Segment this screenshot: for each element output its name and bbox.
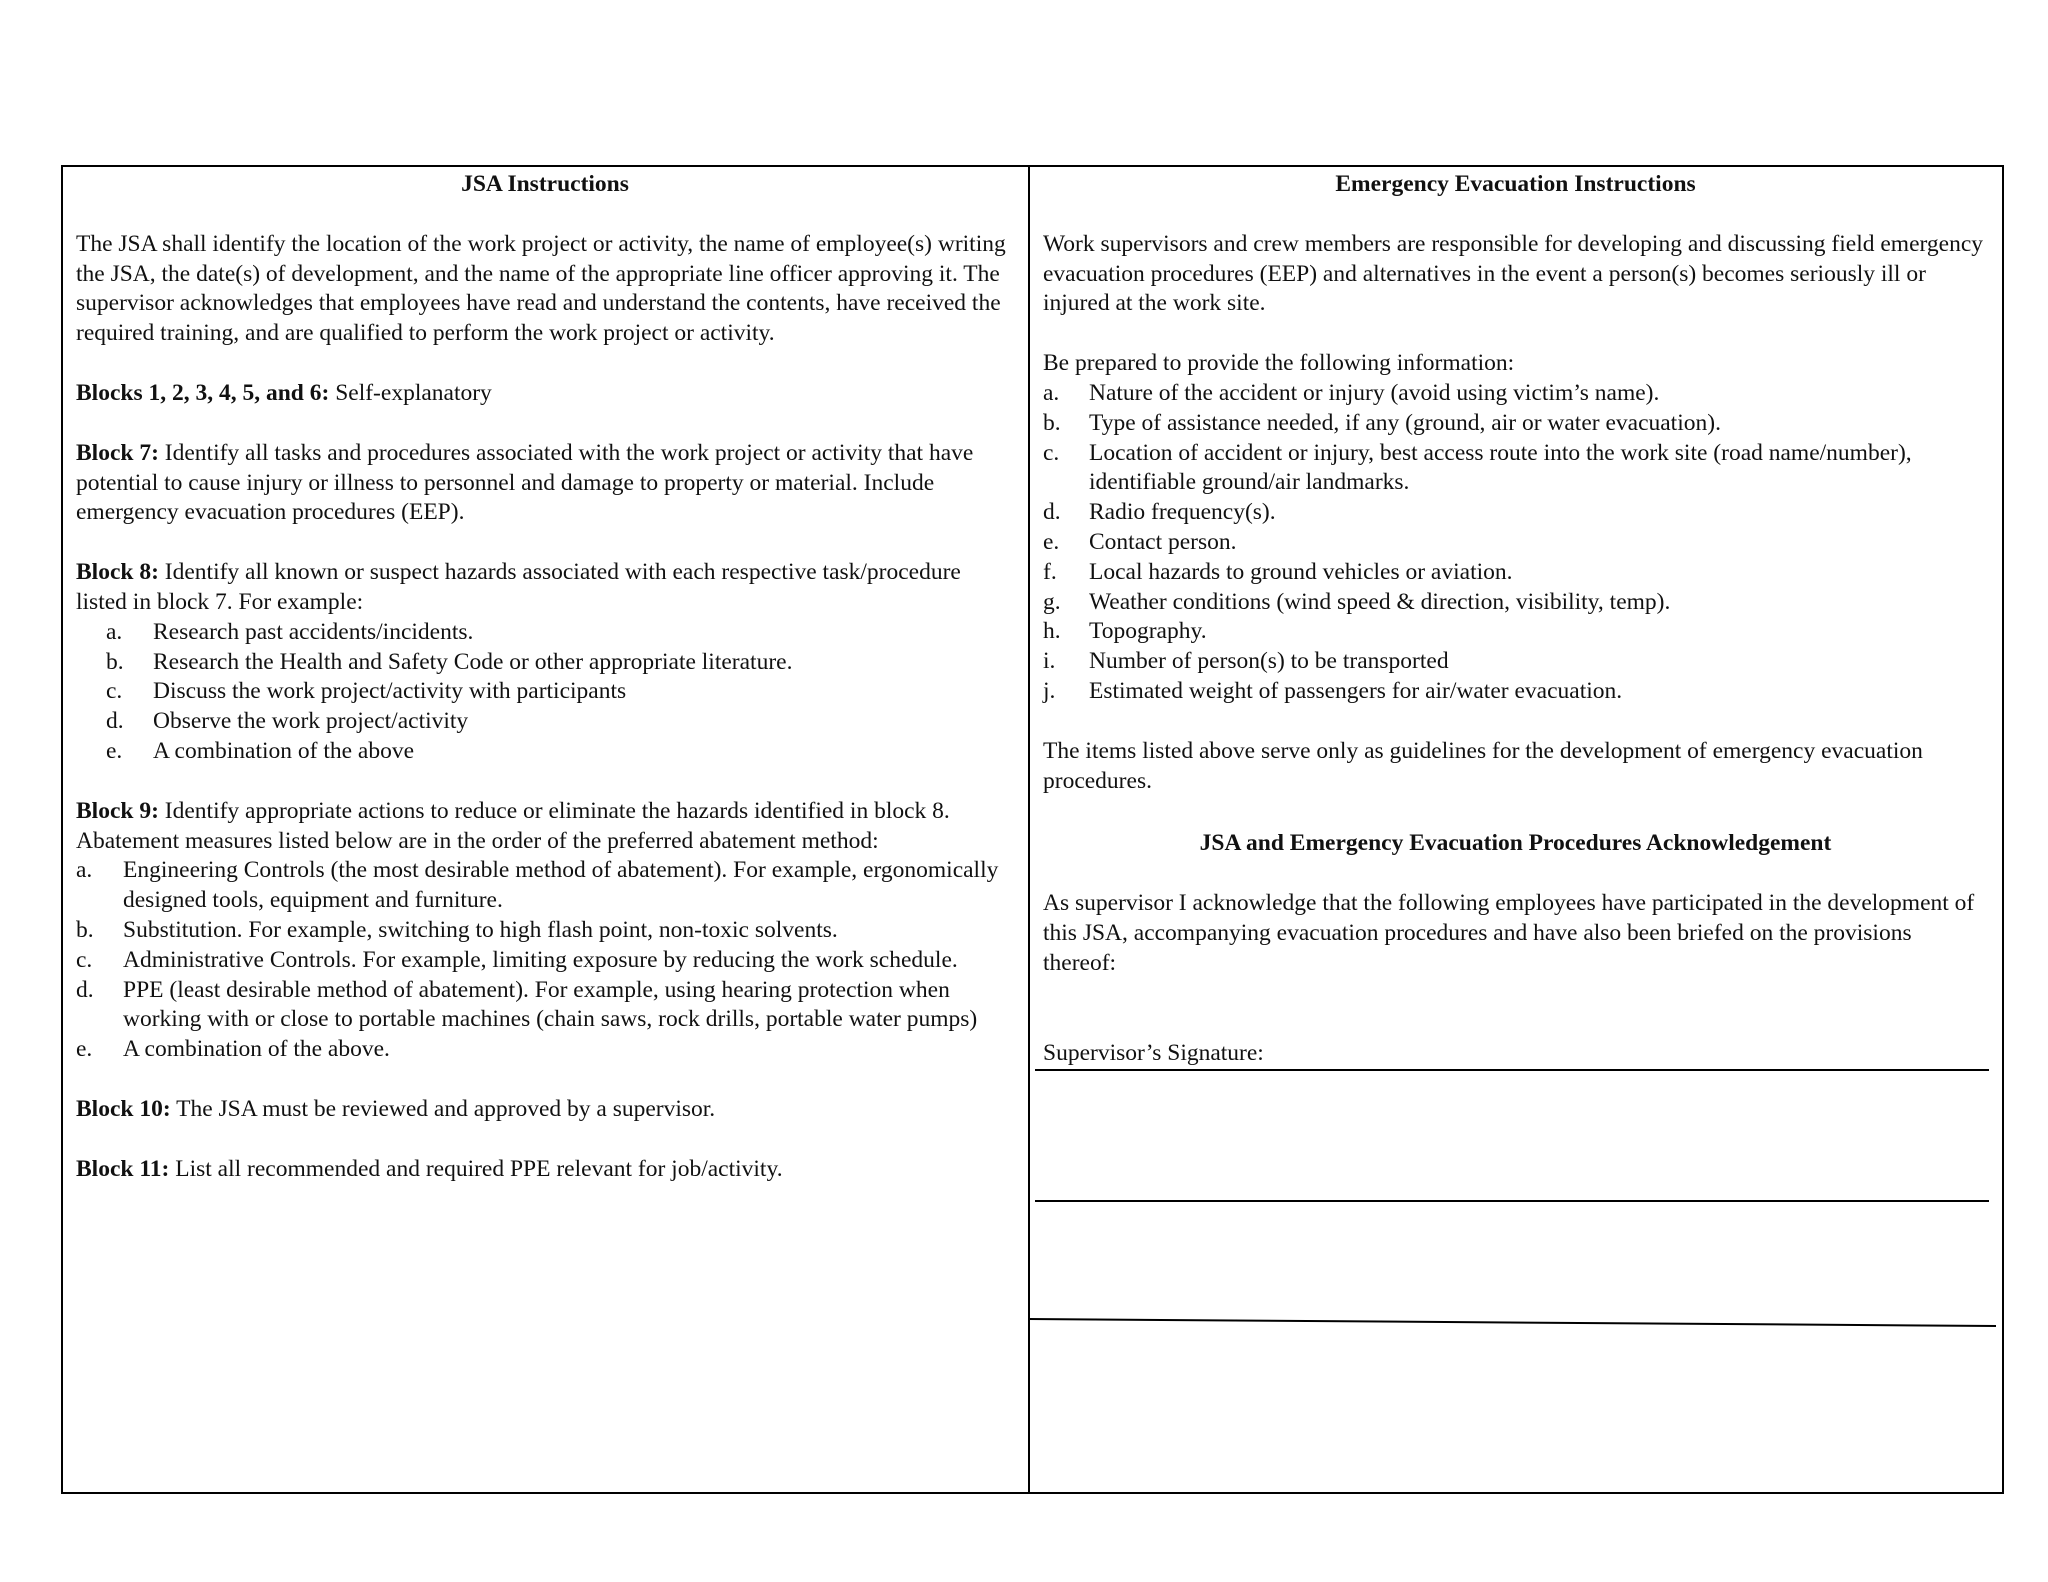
list-item <box>76 1035 1014 1065</box>
list-item-text: Topography. <box>1089 618 1207 645</box>
list-item-text: Weather conditions (wind speed & direction, visibility, temp). <box>1089 588 1671 615</box>
list-item <box>76 677 1014 707</box>
list-item <box>1043 617 1988 647</box>
jsa-intro-paragraph: The JSA shall identify the location of the work project or activity, the name of employee(s) writing the JSA, the date(s) of development, and the name of the appropriate line officer approving it. The supervisor acknowledges that employees have read and understand the contents, have received the required training, and are qualified to perform the work project or activity. <box>76 230 1006 347</box>
block-9-text: Identify appropriate actions to reduce or eliminate the hazards identified in block 8. Abatement measures listed below are in the order of the preferred abatement method: <box>76 797 950 854</box>
list-marker: a. <box>106 618 123 645</box>
supervisor-signature-label: Supervisor’s Signature: <box>1043 1039 1264 1066</box>
list-item-text: Radio frequency(s). <box>1089 499 1276 526</box>
list-item <box>76 856 1014 916</box>
list-item <box>76 618 1014 648</box>
list-item <box>76 707 1014 737</box>
list-item <box>1043 528 1988 558</box>
list-item <box>1043 498 1988 528</box>
block-9-list <box>76 856 1014 1065</box>
list-item-text: Substitution. For example, switching to high flash point, non-toxic solvents. <box>123 916 838 943</box>
list-marker: c. <box>76 946 93 973</box>
list-item-text: Nature of the accident or injury (avoid using victim’s name). <box>1089 379 1660 406</box>
list-item-text: A combination of the above <box>153 737 415 764</box>
blocks-1-6-label: Blocks 1, 2, 3, 4, 5, and 6: <box>76 379 330 406</box>
list-item <box>1043 558 1988 588</box>
list-marker: a. <box>1043 379 1060 406</box>
block-11-paragraph <box>76 1155 1014 1185</box>
list-marker: d. <box>1043 499 1061 526</box>
block-11-text: List all recommended and required PPE relevant for job/activity. <box>169 1155 783 1182</box>
list-marker: e. <box>1043 528 1060 555</box>
blocks-1-6-text: Self-explanatory <box>329 379 492 406</box>
list-item-text: Research the Health and Safety Code or other appropriate literature. <box>153 648 793 675</box>
evacuation-intro-paragraph: Work supervisors and crew members are responsible for developing and discussing field emergency evacuation procedures (EEP) and alternatives in the event a person(s) becomes seriously ill or injured at the work site. <box>1043 230 1984 317</box>
list-marker: h. <box>1043 618 1061 645</box>
list-marker: b. <box>106 648 124 675</box>
evacuation-info-list <box>1043 379 1988 707</box>
list-item-text: Contact person. <box>1089 528 1237 555</box>
employee-line[interactable] <box>1035 1200 1989 1202</box>
list-marker: c. <box>106 678 123 705</box>
block-7-paragraph <box>76 439 1014 528</box>
list-item-text: PPE (least desirable method of abatement). For example, using hearing protection when working with or close to portable machines (chain saws, rock drills, portable water pumps) <box>123 976 978 1033</box>
block-8-paragraph <box>76 558 1014 618</box>
list-item <box>1043 379 1988 409</box>
list-marker: j. <box>1043 677 1056 704</box>
list-item-text: Local hazards to ground vehicles or aviation. <box>1089 558 1513 585</box>
block-10-paragraph <box>76 1095 1014 1125</box>
list-marker: b. <box>76 916 94 943</box>
list-item-text: Discuss the work project/activity with participants <box>153 678 627 705</box>
list-item-text: Research past accidents/incidents. <box>153 618 474 645</box>
list-item <box>1043 409 1988 439</box>
block-8-label: Block 8: <box>76 559 159 586</box>
list-item-text: Number of person(s) to be transported <box>1089 648 1449 675</box>
list-item <box>76 976 1014 1036</box>
evacuation-instructions-column <box>1043 167 1988 1068</box>
block-10-label: Block 10: <box>76 1095 171 1122</box>
list-item-text: A combination of the above. <box>123 1036 390 1063</box>
block-7-label: Block 7: <box>76 439 159 466</box>
evacuation-instructions-heading: Emergency Evacuation Instructions <box>1335 171 1696 197</box>
list-item <box>76 916 1014 946</box>
list-item-text: Administrative Controls. For example, limiting exposure by reducing the work schedule. <box>123 946 958 973</box>
list-marker: d. <box>106 708 124 735</box>
list-item-text: Type of assistance needed, if any (ground, air or water evacuation). <box>1089 409 1721 436</box>
list-item <box>1043 439 1988 499</box>
list-item <box>1043 588 1988 618</box>
list-marker: a. <box>76 857 93 884</box>
signature-line[interactable] <box>1035 1069 1989 1071</box>
block-7-text: Identify all tasks and procedures associated with the work project or activity that have potential to cause injury or illness to personnel and damage to property or material. Include emergency evacuation procedures (EEP). <box>76 439 974 526</box>
list-marker: g. <box>1043 588 1061 615</box>
list-item <box>1043 677 1988 707</box>
list-marker: e. <box>106 737 123 764</box>
list-item <box>1043 647 1988 677</box>
column-divider <box>1028 167 1030 1492</box>
list-item <box>76 946 1014 976</box>
list-marker: e. <box>76 1036 93 1063</box>
list-item <box>76 737 1014 767</box>
list-marker: i. <box>1043 648 1056 675</box>
list-item-text: Estimated weight of passengers for air/water evacuation. <box>1089 677 1623 704</box>
acknowledgement-heading: JSA and Emergency Evacuation Procedures Acknowledgement <box>1199 830 1832 857</box>
guidelines-paragraph: The items listed above serve only as guidelines for the development of emergency evacuation procedures. <box>1043 737 1923 794</box>
list-marker: b. <box>1043 409 1061 436</box>
block-10-text: The JSA must be reviewed and approved by a supervisor. <box>170 1095 716 1122</box>
prepare-info-text: Be prepared to provide the following information: <box>1043 350 1515 377</box>
list-marker: d. <box>76 976 94 1003</box>
jsa-instructions-heading: JSA Instructions <box>461 171 629 197</box>
list-item-text: Observe the work project/activity <box>153 708 469 735</box>
acknowledgement-paragraph: As supervisor I acknowledge that the following employees have participated in the development of this JSA, accompanying evacuation procedures and have also been briefed on the provisions thereof: <box>1043 890 1975 976</box>
list-item-text: Engineering Controls (the most desirable method of abatement). For example, ergonomically designed tools, equipment and furniture. <box>123 857 999 914</box>
employee-line[interactable] <box>1028 1317 1998 1333</box>
list-item-text: Location of accident or injury, best access route into the work site (road name/number), identifiable ground/air landmarks. <box>1089 439 1912 496</box>
block-11-label: Block 11: <box>76 1155 170 1182</box>
block-9-paragraph <box>76 797 1014 857</box>
jsa-instructions-column <box>76 167 1014 1185</box>
block-8-text: Identify all known or suspect hazards associated with each respective task/procedure listed in block 7. For example: <box>76 559 961 615</box>
block-9-label: Block 9: <box>76 797 159 824</box>
blocks-1-6-paragraph <box>76 379 1014 409</box>
list-marker: f. <box>1043 558 1057 585</box>
list-marker: c. <box>1043 439 1060 466</box>
block-8-list <box>76 618 1014 767</box>
instructions-table <box>61 165 2004 1494</box>
list-item <box>76 648 1014 678</box>
